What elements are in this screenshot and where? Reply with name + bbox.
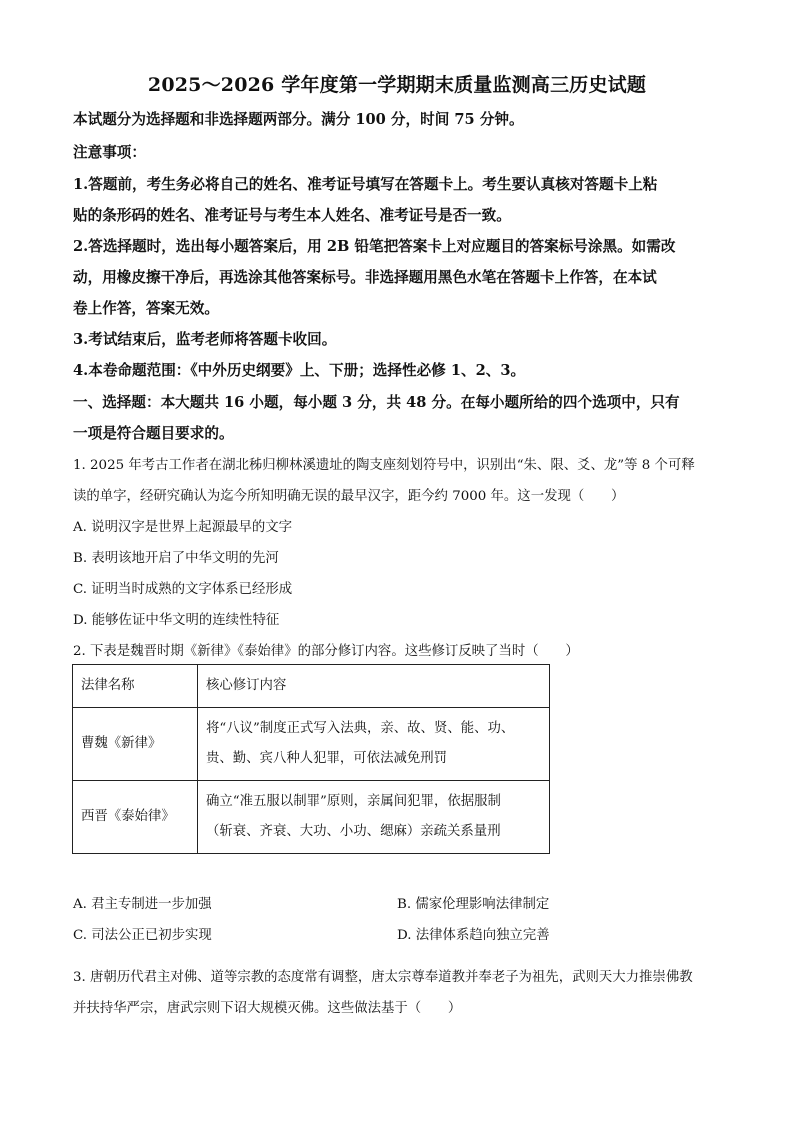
table-cell-content <box>198 708 550 781</box>
question-2-option-a: A. 君主专制进一步加强 <box>73 897 212 912</box>
question-2-option-d: D. 法律体系趋向独立完善 <box>397 928 550 943</box>
table-cell-content-line: 确立“准五服以制罪”原则，亲属间犯罪，依据服制 <box>206 794 501 809</box>
section-heading: 一项是符合题目要求的。 <box>73 425 234 442</box>
table-cell-content-line: 将“八议”制度正式写入法典，亲、故、贤、能、功、 <box>206 721 515 736</box>
question-1-stem: 读的单字，经研究确认为迄今所知明确无误的最早汉字，距今约 7000 年。这一发现（ ） <box>73 489 625 504</box>
question-1-option-a: A. 说明汉字是世界上起源最早的文字 <box>73 520 293 535</box>
question-1-option-b: B. 表明该地开启了中华文明的先河 <box>73 551 279 566</box>
question-2-option-c: C. 司法公正已初步实现 <box>73 928 212 943</box>
section-heading: 一、选择题：本大题共 16 小题，每小题 3 分，共 48 分。在每小题所给的四个选项中，只有 <box>73 394 680 411</box>
table-cell-law-name: 曹魏《新律》 <box>73 708 198 781</box>
question-2-option-b: B. 儒家伦理影响法律制定 <box>397 897 550 912</box>
notice-line: 3.考试结束后，监考老师将答题卡收回。 <box>73 331 337 348</box>
exam-title: 2025～2026 学年度第一学期期末质量监测高三历史试题 <box>147 74 647 96</box>
table-header-cell: 法律名称 <box>73 665 198 708</box>
question-1-option-d: D. 能够佐证中华文明的连续性特征 <box>73 613 280 628</box>
table-header-row <box>73 665 550 708</box>
law-table <box>72 664 550 854</box>
notice-heading: 注意事项： <box>73 144 146 161</box>
question-3-stem: 并扶持华严宗，唐武宗则下诏大规模灭佛。这些做法基于（ ） <box>73 1001 462 1016</box>
notice-line: 动，用橡皮擦干净后，再选涂其他答案标号。非选择题用黑色水笔在答题卡上作答，在本试 <box>73 269 657 286</box>
notice-line: 卷上作答，答案无效。 <box>73 300 219 317</box>
table-cell-content <box>198 781 550 854</box>
table-row <box>73 708 550 781</box>
notice-line: 贴的条形码的姓名、准考证号与考生本人姓名、准考证号是否一致。 <box>73 207 511 224</box>
question-1-option-c: C. 证明当时成熟的文字体系已经形成 <box>73 582 293 597</box>
notice-line: 2.答选择题时，选出每小题答案后，用 2B 铅笔把答案卡上对应题目的答案标号涂黑。如需改 <box>73 238 676 255</box>
question-3-stem: 3. 唐朝历代君主对佛、道等宗教的态度常有调整，唐太宗尊奉道教并奉老子为祖先，武则天大力推崇佛教 <box>73 970 693 985</box>
table-cell-content-line: （斩衰、齐衰、大功、小功、缌麻）亲疏关系量刑 <box>206 824 501 839</box>
table-row <box>73 781 550 854</box>
notice-line: 4.本卷命题范围：《中外历史纲要》上、下册；选择性必修 1、2、3。 <box>73 362 526 379</box>
question-1-stem: 1. 2025 年考古工作者在湖北秭归柳林溪遗址的陶支座刻划符号中，识别出“朱、限、爻、龙”等 8 个可释 <box>73 458 695 473</box>
question-2-stem: 2. 下表是魏晋时期《新律》《泰始律》的部分修订内容。这些修订反映了当时（ ） <box>73 644 579 659</box>
exam-intro: 本试题分为选择题和非选择题两部分。满分 100 分，时间 75 分钟。 <box>73 111 524 128</box>
table-cell-content-line: 贵、勤、宾八种人犯罪，可依法减免刑罚 <box>206 751 448 766</box>
notice-line: 1.答题前，考生务必将自己的姓名、准考证号填写在答题卡上。考生要认真核对答题卡上粘 <box>73 176 658 193</box>
table-cell-law-name: 西晋《泰始律》 <box>73 781 198 854</box>
table-header-cell: 核心修订内容 <box>198 665 550 708</box>
